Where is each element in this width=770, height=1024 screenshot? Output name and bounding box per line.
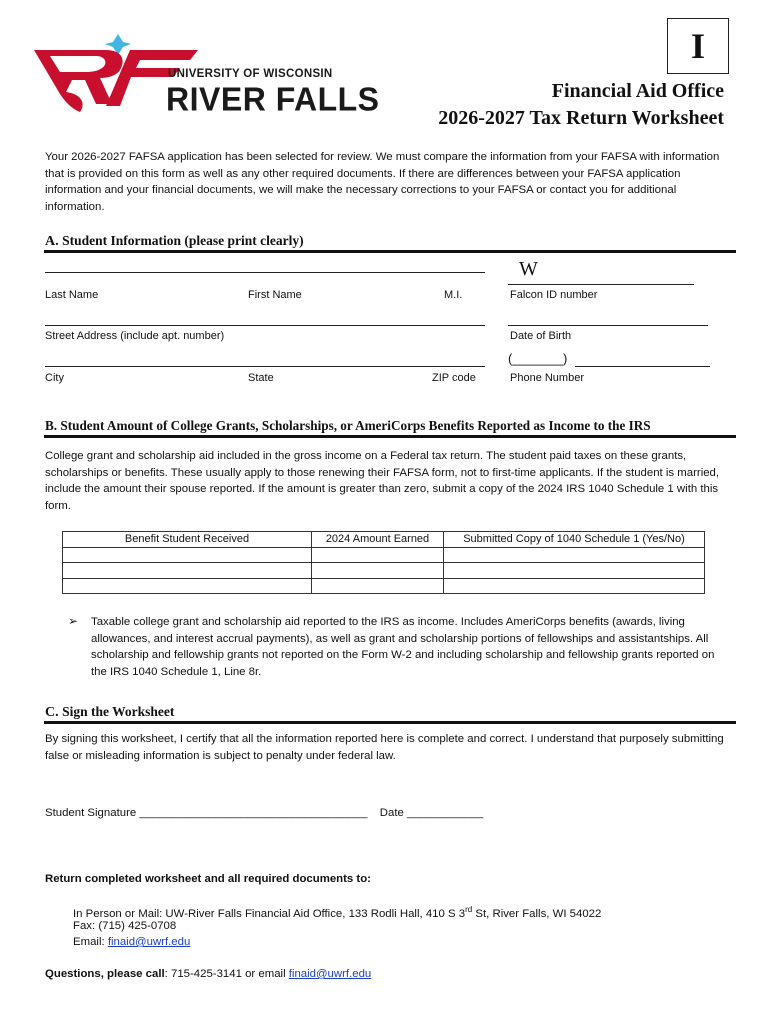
- logo-line1: UNIVERSITY OF WISCONSIN: [168, 68, 333, 80]
- section-b-heading: [45, 418, 651, 434]
- questions-text: : 715-425-3141 or email: [164, 968, 289, 980]
- col-benefit: Benefit Student Received: [63, 532, 312, 548]
- first-name-label: First Name: [248, 289, 302, 301]
- section-b-letter: B.: [45, 418, 58, 433]
- section-c-heading: [45, 704, 174, 721]
- intro-paragraph: Your 2026-2027 FAFSA application has been selected for review. We must compare the information from your FAFSA with information that is provided on this form as well as any other required documents. If there are differences between your FAFSA application information and your financial documents, we will make the necessary corrections to your FAFSA or contact you for additional information.: [45, 151, 720, 213]
- amount-cell[interactable]: [312, 578, 444, 594]
- table-row: [63, 547, 705, 563]
- form-letter: I: [690, 26, 705, 66]
- benefits-table: [62, 531, 705, 594]
- fax-line: Fax: (715) 425-0708: [73, 920, 177, 932]
- name-line[interactable]: [45, 272, 485, 273]
- mi-label: M.I.: [444, 289, 463, 301]
- section-b-rule: [44, 435, 736, 438]
- last-name-label: Last Name: [45, 289, 99, 301]
- section-b-paragraph: College grant and scholarship aid included in the gross income on a Federal tax return. The student paid taxes on these grants, scholarships or benefits. These usually apply to those renewing their FAFSA form, not to first-time applicants. If the student is married, include the amount their spouse reported. If the amount is greater than zero, submit a copy of the 2024 IRS 1040 Schedule 1 with this form.: [45, 450, 720, 512]
- mail-prefix: In Person or Mail: UW-River Falls Financial Aid Office, 133 Rodli Hall, 410 S 3: [73, 907, 466, 920]
- city-state-zip-line[interactable]: [45, 366, 485, 367]
- email-link[interactable]: finaid@uwrf.edu: [107, 936, 191, 948]
- section-a-heading: [45, 233, 304, 250]
- form-letter-box: [667, 18, 729, 74]
- benefit-cell[interactable]: [63, 547, 312, 563]
- falcon-id-label: Falcon ID number: [510, 289, 598, 301]
- section-b-bullet: Taxable college grant and scholarship aid reported to the IRS as income. Includes AmeriCorps benefits (awards, living allowances, and interest accrual payments), as well as grant and scholarship portions of fellowships and assistantships. All scholarship and fellowship grants not reported on the Form W-2 and including scholarship and fellowship grants reported on the IRS 1040 Schedule 1, Line 8r.: [91, 616, 715, 678]
- phone-label: Phone Number: [510, 372, 584, 384]
- questions-line: [45, 966, 371, 983]
- questions-email-link[interactable]: finaid@uwrf.edu: [288, 968, 372, 980]
- email-label: Email:: [73, 936, 108, 948]
- date-field[interactable]: ____________: [407, 807, 484, 819]
- mail-suffix: St, River Falls, WI 54022: [472, 907, 602, 920]
- falcon-id-line[interactable]: [508, 284, 694, 285]
- table-row: [63, 563, 705, 579]
- city-label: City: [45, 372, 64, 384]
- table-row: [63, 578, 705, 594]
- phone-prefix: (_______): [508, 351, 568, 366]
- benefit-cell[interactable]: [63, 578, 312, 594]
- section-a-rule: [44, 250, 736, 253]
- phone-line[interactable]: [575, 366, 710, 367]
- bullet-arrow-icon: ➢: [68, 614, 79, 628]
- table-header-row: [63, 532, 705, 548]
- signature-field[interactable]: ____________________________________: [139, 807, 368, 819]
- date-label: Date: [379, 807, 404, 819]
- questions-label: Questions, please call: [45, 968, 165, 980]
- signature-label: Student Signature: [45, 807, 137, 819]
- section-c-title: Sign the Worksheet: [62, 704, 175, 719]
- col-submitted: Submitted Copy of 1040 Schedule 1 (Yes/No): [444, 532, 705, 548]
- section-c-rule: [44, 721, 736, 724]
- falcon-prefix: W: [519, 258, 538, 280]
- office-title: Financial Aid Office: [551, 80, 724, 102]
- signature-row: [45, 805, 483, 822]
- state-label: State: [248, 372, 274, 384]
- dob-label: Date of Birth: [510, 330, 572, 342]
- email-line: [73, 934, 190, 951]
- section-c-paragraph: By signing this worksheet, I certify that all the information reported here is complete and correct. I understand that purposely submitting false or misleading information is subject to penalty under federal law.: [45, 733, 724, 762]
- amount-cell[interactable]: [312, 547, 444, 563]
- submitted-cell[interactable]: [444, 547, 705, 563]
- logo-line2: RIVER FALLS: [166, 80, 380, 118]
- benefit-cell[interactable]: [63, 563, 312, 579]
- mail-sup: rd: [465, 905, 473, 914]
- return-heading: Return completed worksheet and all required documents to:: [45, 873, 371, 885]
- submitted-cell[interactable]: [444, 563, 705, 579]
- col-amount: 2024 Amount Earned: [312, 532, 444, 548]
- submitted-cell[interactable]: [444, 578, 705, 594]
- street-line[interactable]: [45, 325, 485, 326]
- zip-label: ZIP code: [432, 372, 476, 384]
- section-a-title: Student Information (please print clearly): [62, 233, 304, 248]
- street-label: Street Address (include apt. number): [45, 330, 225, 342]
- section-b-title: Student Amount of College Grants, Scholarships, or AmeriCorps Benefits Reported as Income to the IRS: [60, 418, 651, 433]
- uwrf-logo: [30, 34, 380, 124]
- amount-cell[interactable]: [312, 563, 444, 579]
- page-title: 2026-2027 Tax Return Worksheet: [438, 107, 724, 129]
- section-c-letter: C.: [45, 705, 59, 720]
- section-a-letter: A.: [45, 234, 59, 249]
- dob-line[interactable]: [508, 325, 708, 326]
